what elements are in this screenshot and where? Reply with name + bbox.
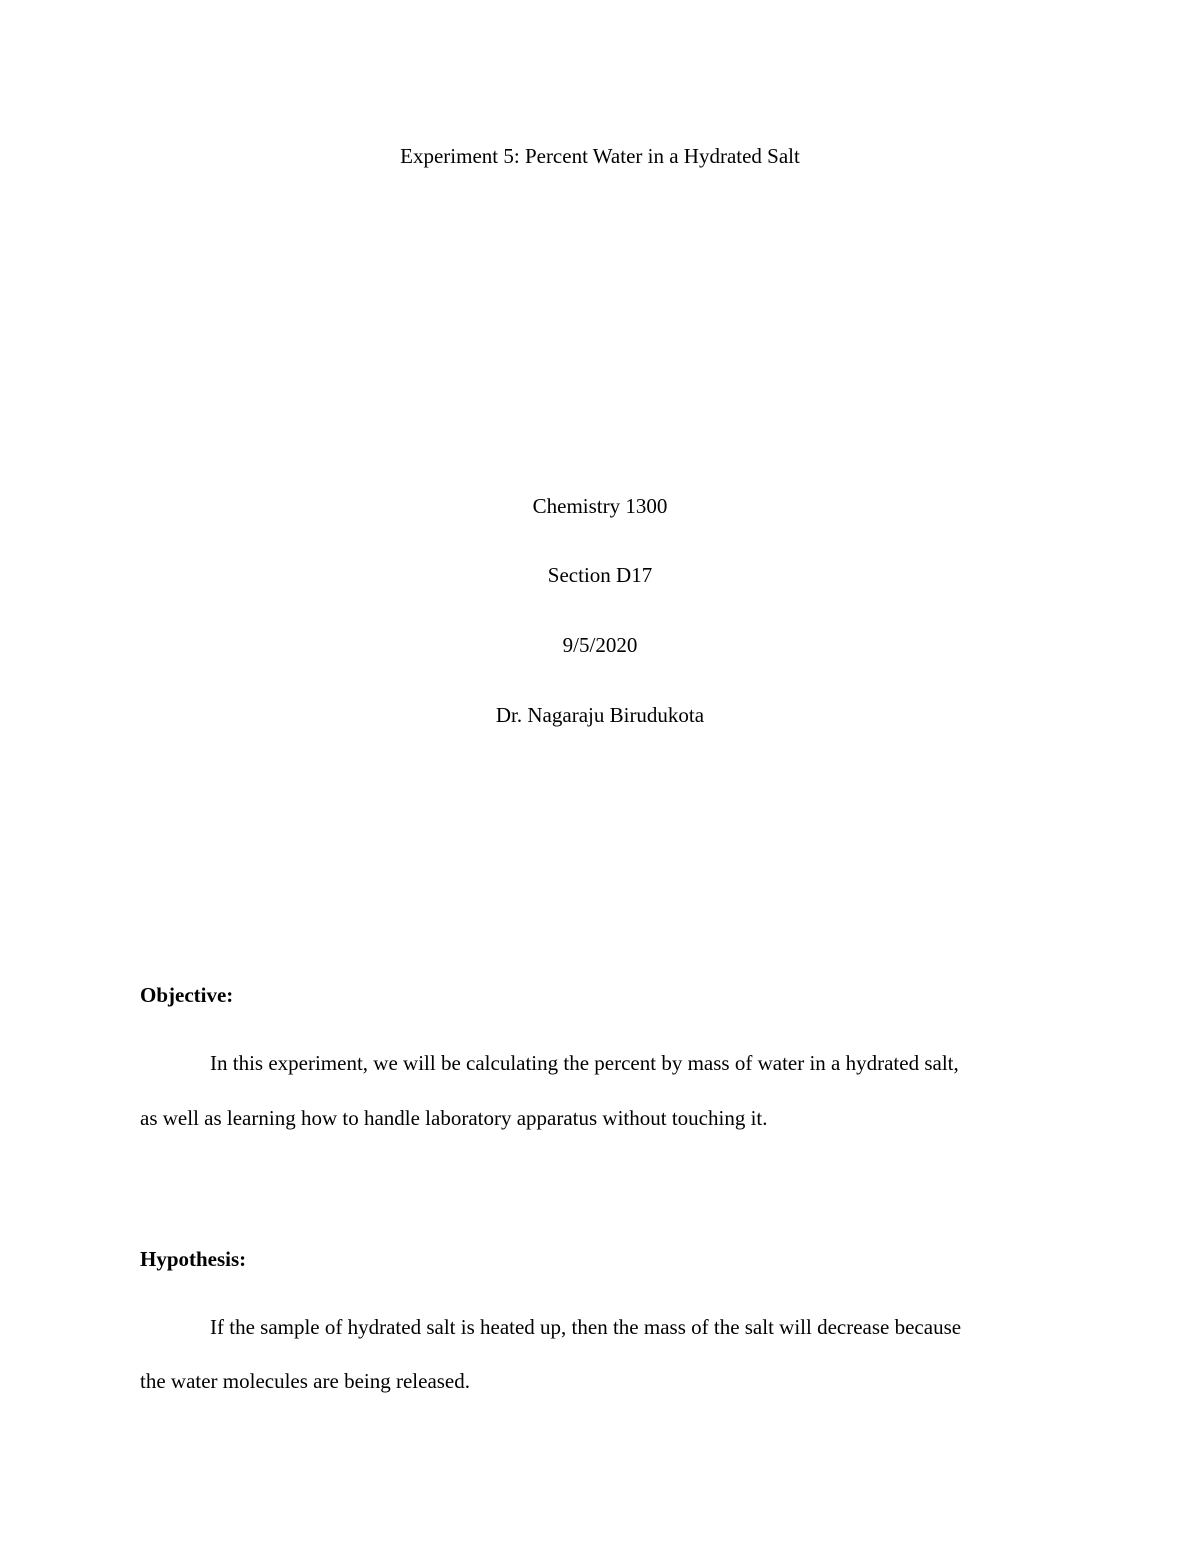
hypothesis-heading: Hypothesis:: [140, 1247, 247, 1271]
objective-line-1: In this experiment, we will be calculating the percent by mass of water in a hydrated salt,: [210, 1051, 959, 1075]
document-title: Experiment 5: Percent Water in a Hydrated Salt: [400, 144, 800, 168]
hypothesis-line-2: the water molecules are being released.: [140, 1369, 471, 1393]
objective-heading: Objective:: [140, 983, 234, 1007]
course-name: Chemistry 1300: [532, 494, 668, 518]
hypothesis-line-1: If the sample of hydrated salt is heated up, then the mass of the salt will decrease because: [210, 1315, 962, 1339]
instructor-name: Dr. Nagaraju Birudukota: [495, 703, 705, 727]
objective-line-2: as well as learning how to handle laboratory apparatus without touching it.: [140, 1106, 768, 1130]
section-label: Section D17: [547, 563, 653, 587]
date-label: 9/5/2020: [562, 633, 638, 657]
